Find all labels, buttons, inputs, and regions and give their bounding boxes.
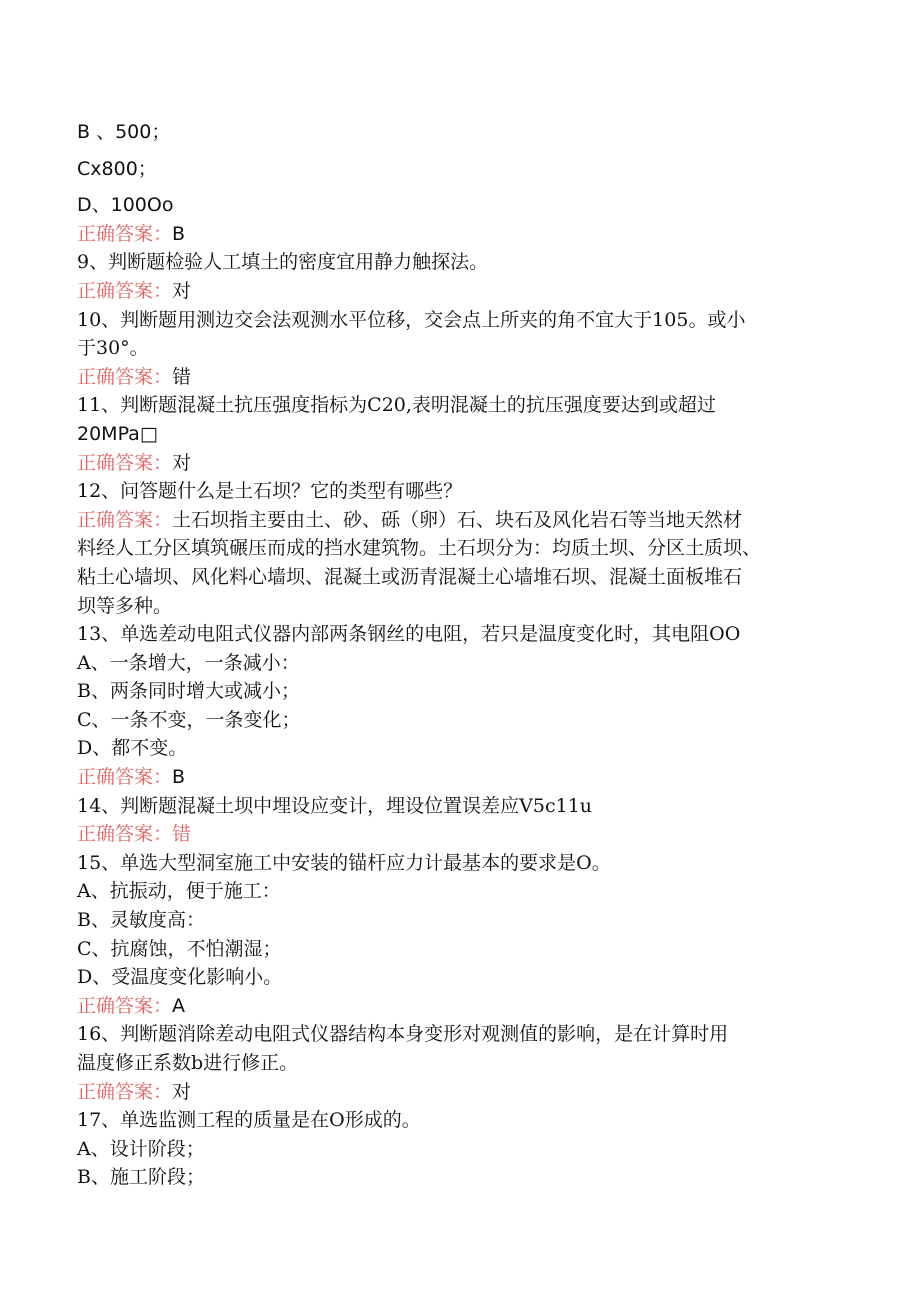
answer-line xyxy=(77,363,837,392)
answer-line xyxy=(77,506,837,535)
answer-label: 正确答案： xyxy=(77,1080,173,1103)
answer-label: 正确答案： xyxy=(77,994,173,1017)
option-line: B、灵敏度高： xyxy=(77,909,205,932)
answer-line xyxy=(77,277,837,306)
option-line: C、一条不变，一条变化； xyxy=(77,708,301,731)
answer-value: 对 xyxy=(172,1080,192,1103)
answer-value: 对 xyxy=(172,279,192,302)
question-text: 9、判断题检验人工填土的密度宜用静力触探法。 xyxy=(77,251,489,274)
option-line: B、施工阶段； xyxy=(77,1166,205,1189)
option-line: D、100Oo xyxy=(77,194,174,217)
question-text: 温度修正系数b进行修正。 xyxy=(77,1052,299,1074)
answer-label: 正确答案： xyxy=(77,365,173,388)
answer-value: 土石坝指主要由土、砂、砾（卵）石、块石及风化岩石等当地天然材 xyxy=(172,508,743,531)
answer-value: B xyxy=(172,766,186,789)
answer-line xyxy=(77,449,837,478)
answer-text: 粘土心墙坝、风化料心墙坝、混凝土或沥青混凝土心墙堆石坝、混凝土面板堆石 xyxy=(77,565,743,588)
answer-line xyxy=(77,220,837,249)
option-line: Cx800； xyxy=(77,157,157,180)
option-line: D、受温度变化影响小。 xyxy=(77,966,283,989)
answer-line xyxy=(77,763,837,792)
question-text: 13、单选差动电阻式仪器内部两条钢丝的电阻，若只是温度变化时，其电阻OO xyxy=(77,623,741,646)
option-line: A、一条增大，一条减小： xyxy=(77,651,300,674)
answer-value: 错 xyxy=(172,823,192,846)
question-text: 10、判断题用测边交会法观测水平位移，交会点上所夹的角不宜大于105。或小 xyxy=(77,308,746,331)
answer-line xyxy=(77,992,837,1021)
option-line: A、抗振动，便于施工： xyxy=(77,880,281,903)
question-text: 20MPa□ xyxy=(77,422,158,445)
answer-value: B xyxy=(172,222,186,245)
option-line: A、设计阶段； xyxy=(77,1137,205,1160)
document-content xyxy=(77,110,837,1192)
answer-line xyxy=(77,820,837,849)
question-text: 16、判断题消除差动电阻式仪器结构本身变形对观测值的影响，是在计算时用 xyxy=(77,1023,729,1046)
answer-value: A xyxy=(172,994,186,1017)
question-text: 12、问答题什么是土石坝？它的类型有哪些？ xyxy=(77,480,463,503)
answer-value: 对 xyxy=(172,451,192,474)
answer-label: 正确答案： xyxy=(77,222,173,245)
answer-label: 正确答案： xyxy=(77,823,173,846)
question-text: 15、单选大型洞室施工中安装的锚杆应力计最基本的要求是O。 xyxy=(77,851,611,874)
answer-label: 正确答案： xyxy=(77,451,173,474)
option-line: D、都不变。 xyxy=(77,737,188,760)
answer-label: 正确答案： xyxy=(77,766,173,789)
question-text: 14、判断题混凝土坝中埋设应变计，埋设位置误差应V5c11u xyxy=(77,794,593,817)
question-text: 17、单选监测工程的质量是在O形成的。 xyxy=(77,1109,421,1132)
answer-label: 正确答案： xyxy=(77,508,173,531)
answer-text: 料经人工分区填筑碾压而成的挡水建筑物。土石坝分为：均质土坝、分区土质坝、 xyxy=(77,537,762,560)
question-text: 11、判断题混凝土抗压强度指标为C20,表明混凝土的抗压强度要达到或超过 xyxy=(77,394,716,417)
option-line: B 、500； xyxy=(77,121,171,143)
option-line: C、抗腐蚀，不怕潮湿； xyxy=(77,937,282,960)
answer-line xyxy=(77,1078,837,1107)
answer-value: 错 xyxy=(172,365,192,388)
answer-text: 坝等多种。 xyxy=(77,594,173,617)
answer-label: 正确答案： xyxy=(77,279,173,302)
question-text: 于30°。 xyxy=(77,337,149,360)
option-line: B、两条同时增大或减小； xyxy=(77,680,300,703)
